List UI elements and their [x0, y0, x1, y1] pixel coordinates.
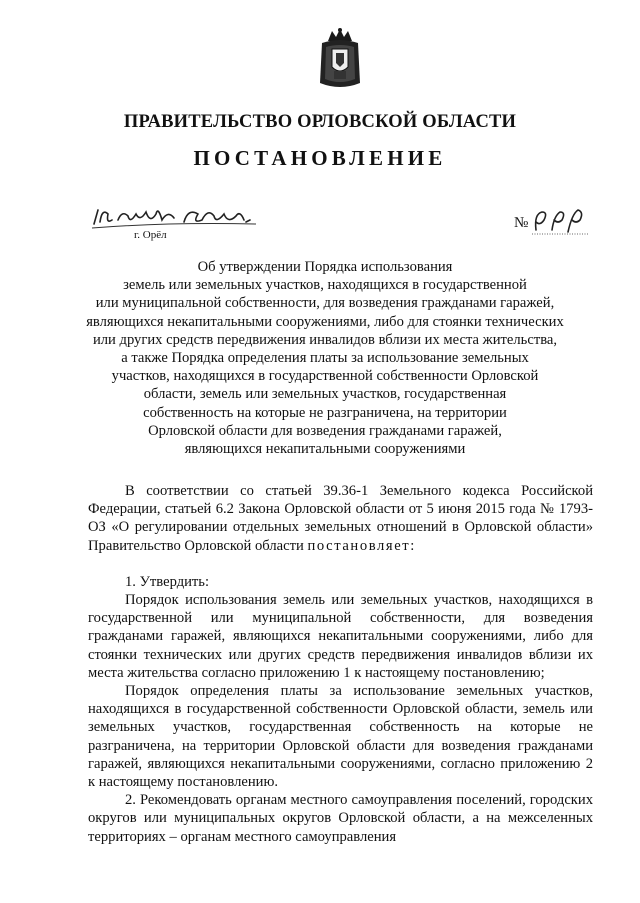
- title-line: или муниципальной собственности, для возведения гражданами гаражей,: [95, 295, 555, 312]
- title-line: Об утверждении Порядка использования: [197, 259, 453, 275]
- title-line: Орловской области для возведения гражданами гаражей,: [148, 422, 502, 439]
- title-line: являющихся некапитальными сооружениями, либо для стоянки технических: [86, 313, 564, 330]
- title-line: или других средств передвижения инвалидов вблизи их места жительства,: [92, 331, 558, 348]
- item-1-paragraph-1: Порядок использования земель или земельных участков, находящихся в государственной или муниципальной собственности, для возведения гражданами гаражей, являющихся некапитальными сооружениями, либо для стоянки технических или других средств передвижения инвалидов вблизи их места жительства согласно приложению 1 к настоящему постановлению;: [88, 592, 593, 681]
- decree-word: постановляет:: [307, 537, 416, 554]
- item-2-paragraph: 2. Рекомендовать органам местного самоуправления поселений, городских округов или муниципальных округов Орловской области, а на межселенных территориях – органам местного самоуправления: [88, 792, 593, 845]
- coat-of-arms-emblem: [318, 27, 362, 91]
- title-line: земель или земельных участков, находящихся в государственной: [123, 277, 527, 294]
- document-title: [80, 258, 570, 458]
- city-label: г. Орёл: [134, 229, 167, 241]
- title-line: участков, находящихся в государственной собственности Орловской: [111, 368, 539, 385]
- intro-paragraph: В соответствии со статьей 39.36-1 Земельного кодекса Российской Федерации, статьей 6.2 Закона Орловской области от 5 июня 2015 года № 1793-ОЗ «О регулировании отдельных земельных отношений в Орловской области» Правительство Орловской области постановляет:: [88, 483, 593, 554]
- document-type: ПОСТАНОВЛЕНИЕ: [193, 146, 447, 170]
- item-1-heading: 1. Утвердить:: [125, 573, 210, 590]
- handwritten-date: [88, 200, 263, 240]
- title-line: являющихся некапитальными сооружениями: [184, 441, 466, 458]
- handwritten-number: [530, 204, 590, 236]
- organization-name: ПРАВИТЕЛЬСТВО ОРЛОВСКОЙ ОБЛАСТИ: [123, 112, 517, 132]
- title-line: собственность на которые не разграничена, на территории: [143, 404, 507, 421]
- item-1-paragraph-2: Порядок определения платы за использование земельных участков, находящихся в государственной собственности Орловской области, земель или земельных участков, государственная собственность на которые не разграничена, на территории Орловской области для возведения гражданами гаражей, являющихся некапитальными сооружениями, согласно приложению 2 к настоящему постановлению.: [88, 683, 593, 791]
- number-label: №: [514, 215, 529, 231]
- title-line: а также Порядка определения платы за использование земельных: [121, 350, 529, 367]
- document-body: [88, 482, 593, 846]
- title-line: области, земель или земельных участков, государственная: [143, 386, 507, 403]
